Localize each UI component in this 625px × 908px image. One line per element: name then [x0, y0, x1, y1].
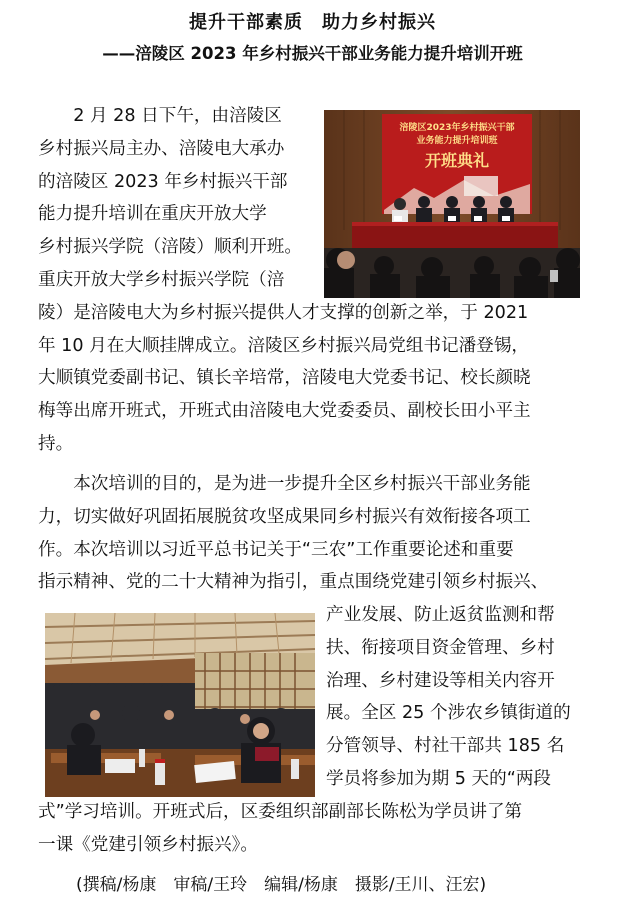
ceremony-stage-photo: [324, 110, 580, 298]
paragraph-line: 作。本次培训以习近平总书记关于“三农”工作重要论述和重要: [38, 539, 514, 560]
paragraph-line: 陵）是涪陵电大为乡村振兴提供人才支撑的创新之举，于 2021: [38, 302, 529, 323]
paragraph-line: 一课《党建引领乡村振兴》。: [38, 834, 258, 855]
banner-main: 开班典礼: [424, 151, 490, 170]
paragraph-line: 本次培训的目的，是为进一步提升全区乡村振兴干部业务能: [38, 474, 531, 494]
paragraph-line: 分管领导、村社干部共 185 名: [326, 736, 565, 757]
paragraph-line: 梅等出席开班式，开班式由涪陵电大党委委员、副校长田小平主: [38, 401, 531, 422]
paragraph-line: 能力提升培训在重庆开放大学: [38, 204, 267, 225]
banner-line-1: 涪陵区2023年乡村振兴干部: [399, 123, 515, 133]
classroom-hall-photo: [45, 613, 315, 797]
paragraph-line: 大顺镇党委副书记、镇长辛培常，涪陵电大党委书记、校长颜晓: [38, 368, 531, 389]
banner-line-2: 业务能力提升培训班: [416, 136, 498, 146]
paragraph-line: 治理、乡村建设等相关内容开: [326, 670, 555, 691]
paragraph-line: 乡村振兴学院（涪陵）顺利开班。: [38, 237, 302, 258]
paragraph-line: 的涪陵区 2023 年乡村振兴干部: [38, 171, 288, 192]
paragraph-line: 展。全区 25 个涉农乡镇街道的: [326, 703, 571, 724]
paragraph-line: 年 10 月在大顺挂牌成立。涪陵区乡村振兴局党组书记潘登锡，: [38, 335, 530, 356]
paragraph-line: 重庆开放大学乡村振兴学院（涪: [38, 269, 285, 290]
paragraph-line: 持。: [38, 433, 74, 454]
article-title: 提升干部素质 助力乡村振兴: [189, 12, 436, 33]
paragraph-2-wrapped: [326, 599, 588, 796]
paragraph-line: 2 月 28 日下午，由涪陵区: [38, 106, 282, 126]
paragraph-line: 乡村振兴局主办、涪陵电大承办: [38, 138, 285, 159]
paragraph-2: [38, 468, 590, 599]
paragraph-line: 式”学习培训。开班式后，区委组织部副部长陈松为学员讲了第: [38, 802, 523, 822]
paragraph-line: 指示精神、党的二十大精神为指引，重点围绕党建引领乡村振兴、: [38, 572, 549, 593]
paragraph-2-tail: [38, 796, 590, 862]
paragraph-line: 力，切实做好巩固拓展脱贫攻坚成果同乡村振兴有效衔接各项工: [38, 506, 531, 527]
paragraph-line: 产业发展、防止返贫监测和帮: [326, 605, 555, 625]
credits-line: (撰稿/杨康 审稿/王玲 编辑/杨康 摄影/王川、汪宏): [76, 875, 487, 895]
paragraph-line: 扶、衔接项目资金管理、乡村: [326, 637, 555, 658]
paragraph-line: 学员将参加为期 5 天的“两段: [326, 768, 552, 789]
classroom-hall-illustration: [45, 613, 315, 797]
article-subtitle: ——涪陵区 2023 年乡村振兴干部业务能力提升培训开班: [102, 44, 523, 63]
ceremony-stage-illustration: [324, 110, 580, 298]
